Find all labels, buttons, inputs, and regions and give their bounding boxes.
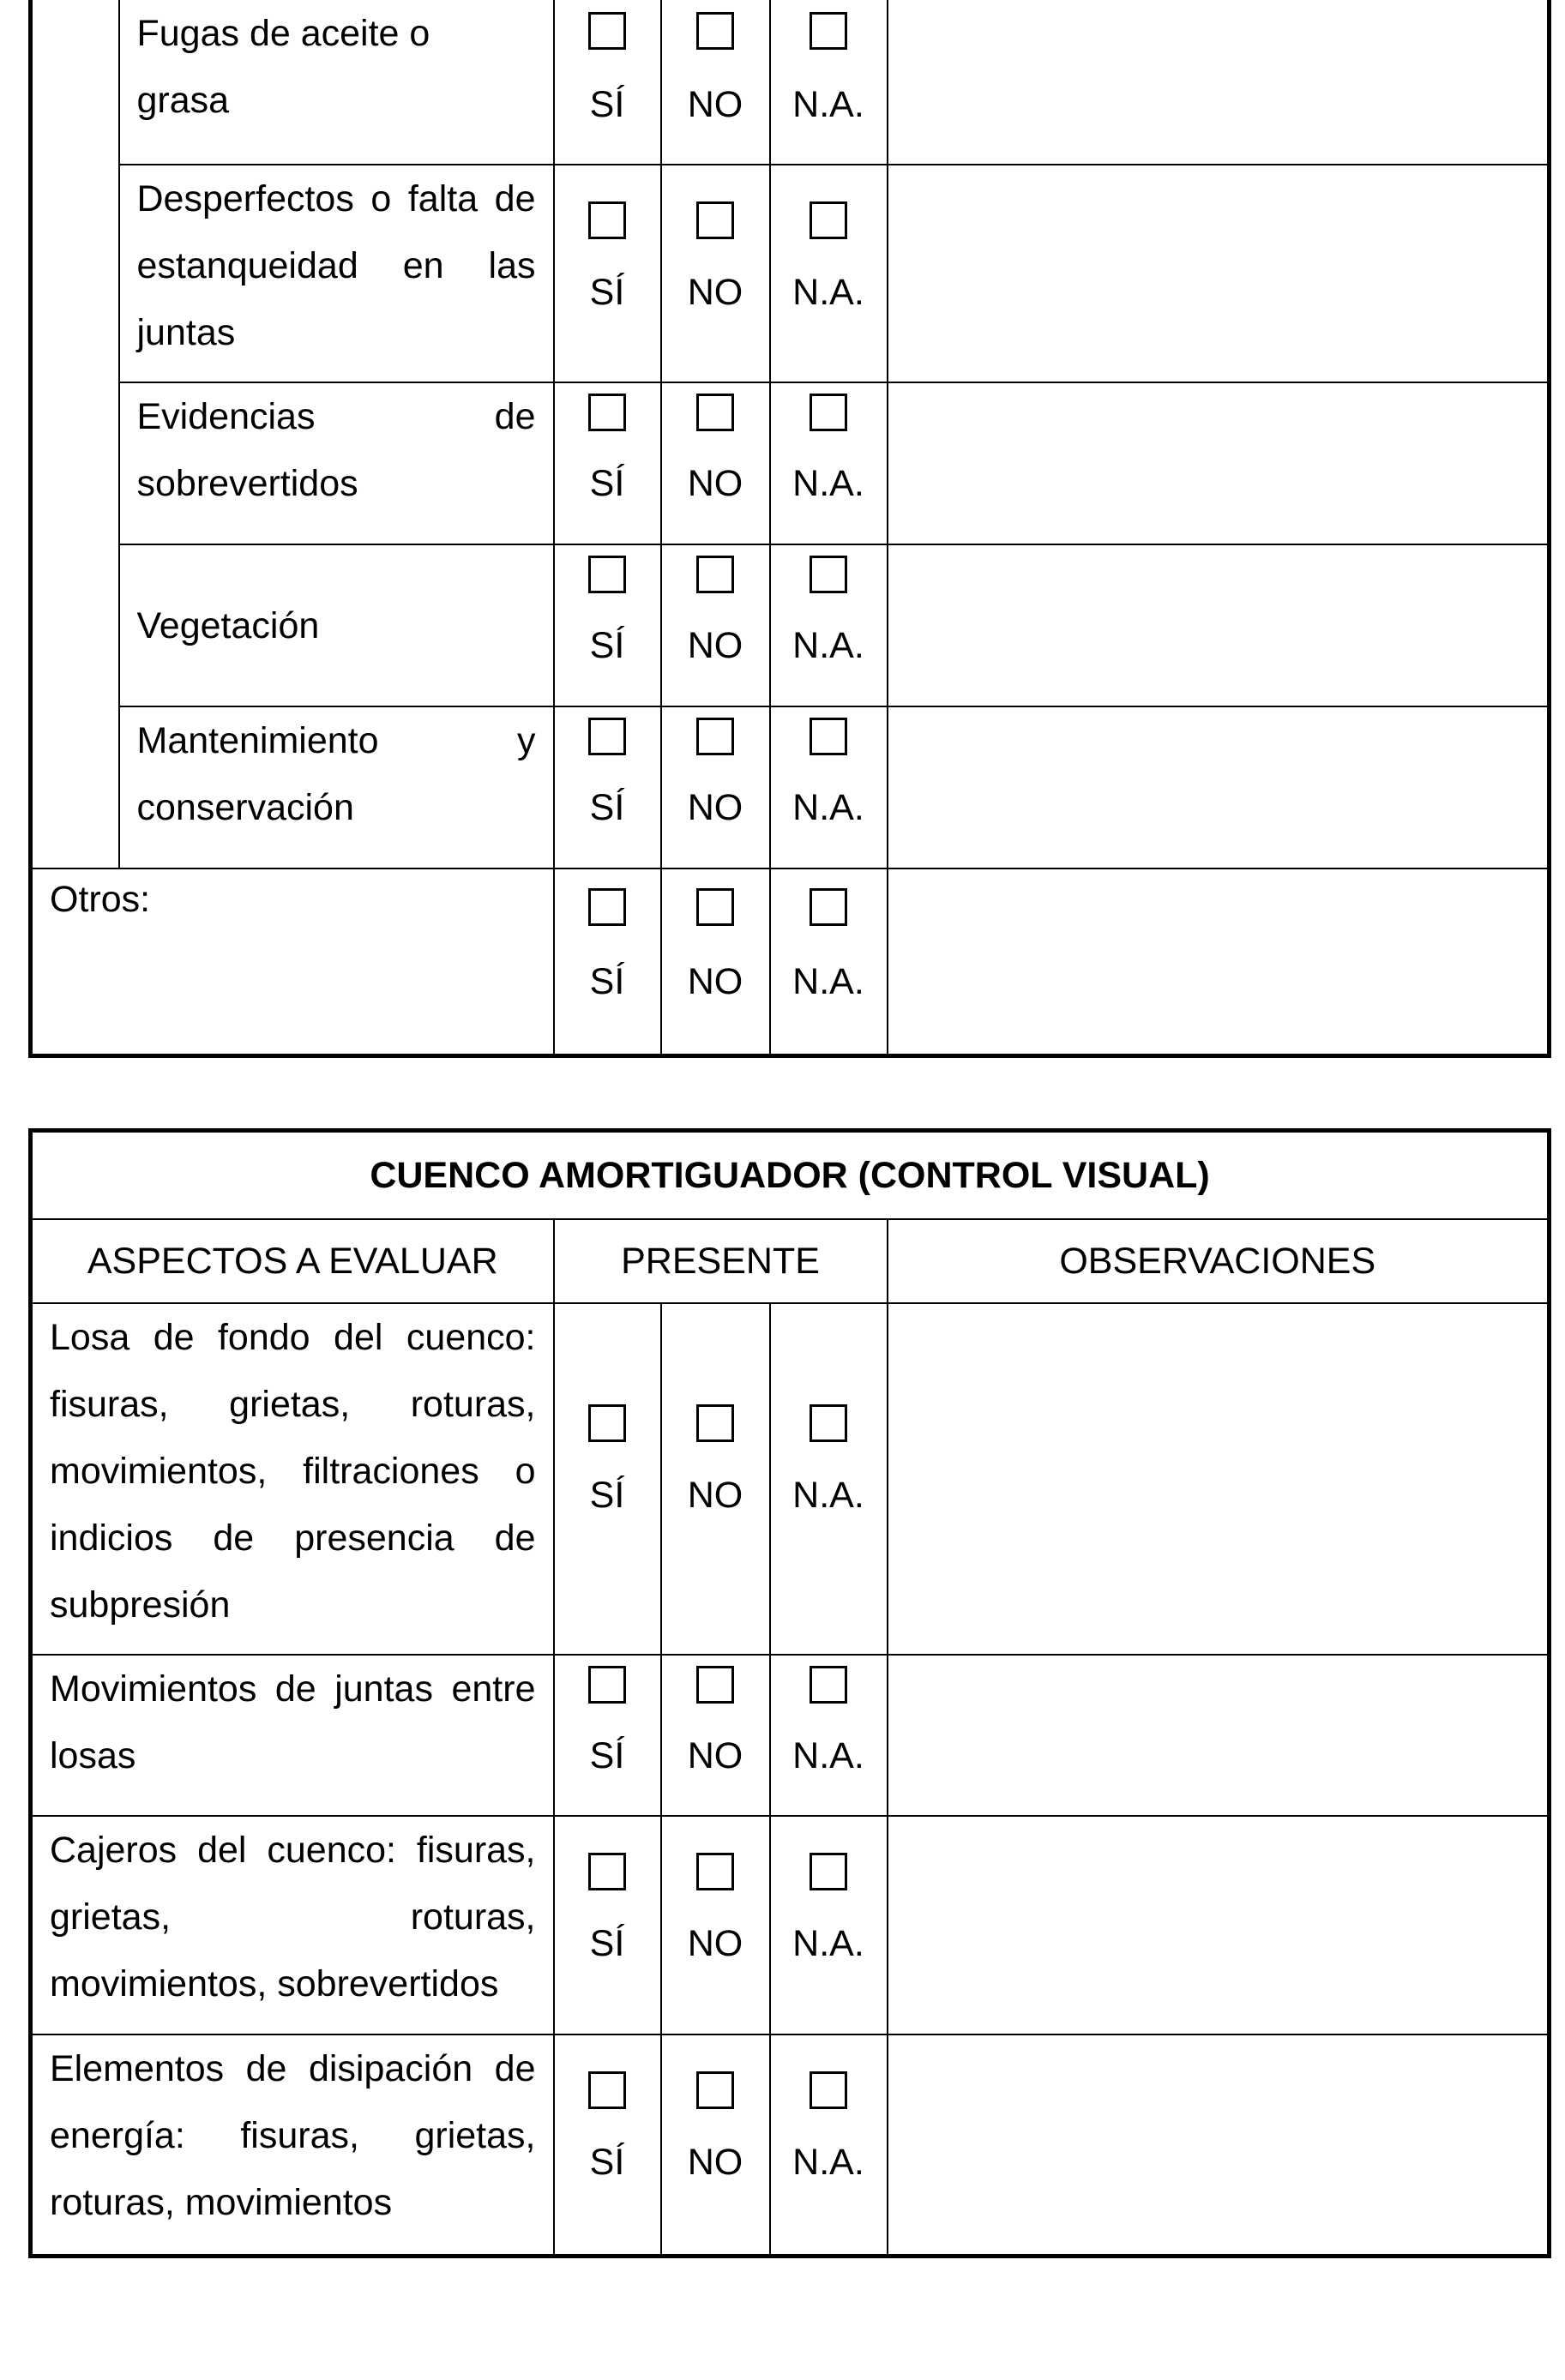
aspect-line: grietas, roturas, (50, 1896, 536, 1938)
checkbox-si[interactable] (588, 888, 626, 926)
option-na-label: N.A. (792, 84, 864, 125)
option-no-cell[interactable] (661, 165, 770, 382)
section-title: CUENCO AMORTIGUADOR (CONTROL VISUAL) (31, 1131, 1550, 1220)
option-na-label: N.A. (792, 2142, 864, 2183)
aspect-cell (119, 382, 554, 544)
checkbox-si[interactable] (588, 2071, 626, 2109)
aspect-line: losas (50, 1735, 136, 1776)
option-no-cell[interactable] (661, 382, 770, 544)
checkbox-na[interactable] (810, 888, 847, 926)
otros-label: Otros: (50, 879, 151, 920)
option-si-cell[interactable] (554, 2034, 661, 2256)
checkbox-no[interactable] (696, 1666, 734, 1704)
checkbox-na[interactable] (810, 201, 847, 239)
aspect-line: Vegetación (136, 604, 320, 646)
table-row (31, 1303, 1550, 1655)
option-na-cell[interactable] (770, 868, 888, 1055)
option-no-cell[interactable] (661, 0, 770, 165)
checkbox-na[interactable] (810, 556, 847, 593)
observations-cell[interactable] (888, 1655, 1550, 1816)
inspection-table-top (28, 0, 1551, 1058)
checkbox-no[interactable] (696, 394, 734, 431)
aspect-cell (119, 544, 554, 706)
aspect-line: juntas (136, 312, 236, 353)
option-na-label: N.A. (792, 1923, 864, 1964)
option-na-cell[interactable] (770, 0, 888, 165)
checkbox-na[interactable] (810, 12, 847, 50)
column-header-aspects: ASPECTOS A EVALUAR (31, 1219, 554, 1303)
option-na-cell[interactable] (770, 706, 888, 868)
option-na-cell[interactable] (770, 1655, 888, 1816)
table-row (31, 1655, 1550, 1816)
option-na-label: N.A. (792, 625, 864, 666)
option-no-cell[interactable] (661, 706, 770, 868)
aspect-cell (119, 706, 554, 868)
observations-cell[interactable] (888, 2034, 1550, 2256)
option-na-label: N.A. (792, 961, 864, 1002)
option-no-cell[interactable] (661, 1303, 770, 1655)
aspect-line: Desperfectos o falta de (136, 178, 536, 219)
aspect-line: Mantenimiento y (136, 720, 536, 761)
option-no-label: NO (687, 787, 743, 828)
observations-cell[interactable] (888, 868, 1550, 1055)
aspect-line: Evidencias de (136, 396, 536, 437)
option-no-label: NO (687, 2142, 743, 2183)
checkbox-no[interactable] (696, 1853, 734, 1890)
checkbox-na[interactable] (810, 718, 847, 755)
option-no-label: NO (687, 1735, 743, 1776)
observations-cell[interactable] (888, 1816, 1550, 2034)
option-no-cell[interactable] (661, 1816, 770, 2034)
option-no-cell[interactable] (661, 544, 770, 706)
option-si-label: SÍ (589, 625, 625, 666)
aspect-line: sobrevertidos (136, 463, 358, 504)
option-na-cell[interactable] (770, 2034, 888, 2256)
option-si-cell[interactable] (554, 706, 661, 868)
column-header-observations: OBSERVACIONES (888, 1219, 1550, 1303)
table-row (31, 165, 1550, 382)
cuenco-amortiguador-table (28, 1128, 1551, 2258)
observations-cell[interactable] (888, 1303, 1550, 1655)
option-si-label: SÍ (589, 463, 625, 504)
option-si-cell[interactable] (554, 1655, 661, 1816)
option-si-cell[interactable] (554, 1816, 661, 2034)
checkbox-na[interactable] (810, 1666, 847, 1704)
checkbox-no[interactable] (696, 888, 734, 926)
option-na-cell[interactable] (770, 1816, 888, 2034)
table-title-row (31, 1131, 1550, 1220)
aspect-line: movimientos, sobrevertidos (50, 1963, 499, 2004)
aspect-line: Fugas de aceite o (136, 13, 430, 54)
option-no-cell[interactable] (661, 868, 770, 1055)
aspect-line: Elementos de disipación de (50, 2048, 536, 2089)
option-si-label: SÍ (589, 787, 625, 828)
aspect-line: movimientos, filtraciones o (50, 1451, 536, 1492)
aspect-line: Movimientos de juntas entre (50, 1668, 536, 1710)
aspect-line: subpresión (50, 1584, 231, 1626)
table-row (31, 2034, 1550, 2256)
option-na-cell[interactable] (770, 165, 888, 382)
option-na-label: N.A. (792, 1735, 864, 1776)
option-si-label: SÍ (589, 2142, 625, 2183)
option-si-cell[interactable] (554, 382, 661, 544)
checkbox-no[interactable] (696, 12, 734, 50)
option-no-label: NO (687, 463, 743, 504)
otros-cell[interactable] (31, 868, 554, 1055)
observations-cell[interactable] (888, 382, 1550, 544)
option-na-label: N.A. (792, 1475, 864, 1516)
aspect-line: Losa de fondo del cuenco: (50, 1317, 536, 1358)
option-si-cell[interactable] (554, 868, 661, 1055)
option-si-label: SÍ (589, 1923, 625, 1964)
option-si-cell[interactable] (554, 0, 661, 165)
checkbox-no[interactable] (696, 201, 734, 239)
observations-cell[interactable] (888, 544, 1550, 706)
checkbox-na[interactable] (810, 394, 847, 431)
table-row (31, 544, 1550, 706)
table-row (31, 706, 1550, 868)
aspect-cell (119, 165, 554, 382)
aspect-line: grasa (136, 80, 230, 121)
option-na-label: N.A. (792, 787, 864, 828)
checkbox-na[interactable] (810, 1404, 847, 1442)
checkbox-no[interactable] (696, 556, 734, 593)
checkbox-si[interactable] (588, 1853, 626, 1890)
aspect-line: roturas, movimientos (50, 2182, 393, 2223)
aspect-line: energía: fisuras, grietas, (50, 2115, 536, 2156)
option-si-label: SÍ (589, 272, 625, 313)
checkbox-no[interactable] (696, 1404, 734, 1442)
checkbox-na[interactable] (810, 1853, 847, 1890)
aspect-cell (119, 0, 554, 165)
option-si-label: SÍ (589, 1475, 625, 1516)
option-si-label: SÍ (589, 84, 625, 125)
option-no-label: NO (687, 961, 743, 1002)
checkbox-si[interactable] (588, 1666, 626, 1704)
table-row (31, 382, 1550, 544)
option-na-cell[interactable] (770, 544, 888, 706)
option-si-cell[interactable] (554, 1303, 661, 1655)
aspect-line: fisuras, grietas, roturas, (50, 1384, 536, 1425)
checkbox-si[interactable] (588, 718, 626, 755)
checkbox-si[interactable] (588, 12, 626, 50)
option-no-label: NO (687, 84, 743, 125)
group-cell (31, 0, 119, 868)
table-row (31, 0, 1550, 165)
option-na-cell[interactable] (770, 382, 888, 544)
aspect-line: conservación (136, 787, 354, 828)
option-si-label: SÍ (589, 1735, 625, 1776)
option-si-cell[interactable] (554, 165, 661, 382)
aspect-cell (31, 1303, 554, 1655)
option-no-label: NO (687, 625, 743, 666)
observations-cell[interactable] (888, 165, 1550, 382)
aspect-line: indicios de presencia de (50, 1518, 536, 1559)
checkbox-si[interactable] (588, 394, 626, 431)
table-row (31, 868, 1550, 1055)
checkbox-si[interactable] (588, 1404, 626, 1442)
option-no-label: NO (687, 1923, 743, 1964)
aspect-line: Cajeros del cuenco: fisuras, (50, 1830, 536, 1871)
option-na-cell[interactable] (770, 1303, 888, 1655)
checkbox-si[interactable] (588, 556, 626, 593)
option-si-cell[interactable] (554, 544, 661, 706)
observations-cell[interactable] (888, 0, 1550, 165)
table-header-row (31, 1219, 1550, 1303)
option-no-label: NO (687, 1475, 743, 1516)
option-na-label: N.A. (792, 272, 864, 313)
checkbox-no[interactable] (696, 2071, 734, 2109)
checkbox-si[interactable] (588, 201, 626, 239)
option-no-cell[interactable] (661, 1655, 770, 1816)
aspect-line: estanqueidad en las (136, 245, 536, 286)
column-header-present: PRESENTE (554, 1219, 888, 1303)
table-row (31, 1816, 1550, 2034)
aspect-cell (31, 1655, 554, 1816)
aspect-cell (31, 1816, 554, 2034)
checkbox-no[interactable] (696, 718, 734, 755)
option-no-cell[interactable] (661, 2034, 770, 2256)
aspect-cell (31, 2034, 554, 2256)
option-si-label: SÍ (589, 961, 625, 1002)
option-no-label: NO (687, 272, 743, 313)
observations-cell[interactable] (888, 706, 1550, 868)
checkbox-na[interactable] (810, 2071, 847, 2109)
option-na-label: N.A. (792, 463, 864, 504)
